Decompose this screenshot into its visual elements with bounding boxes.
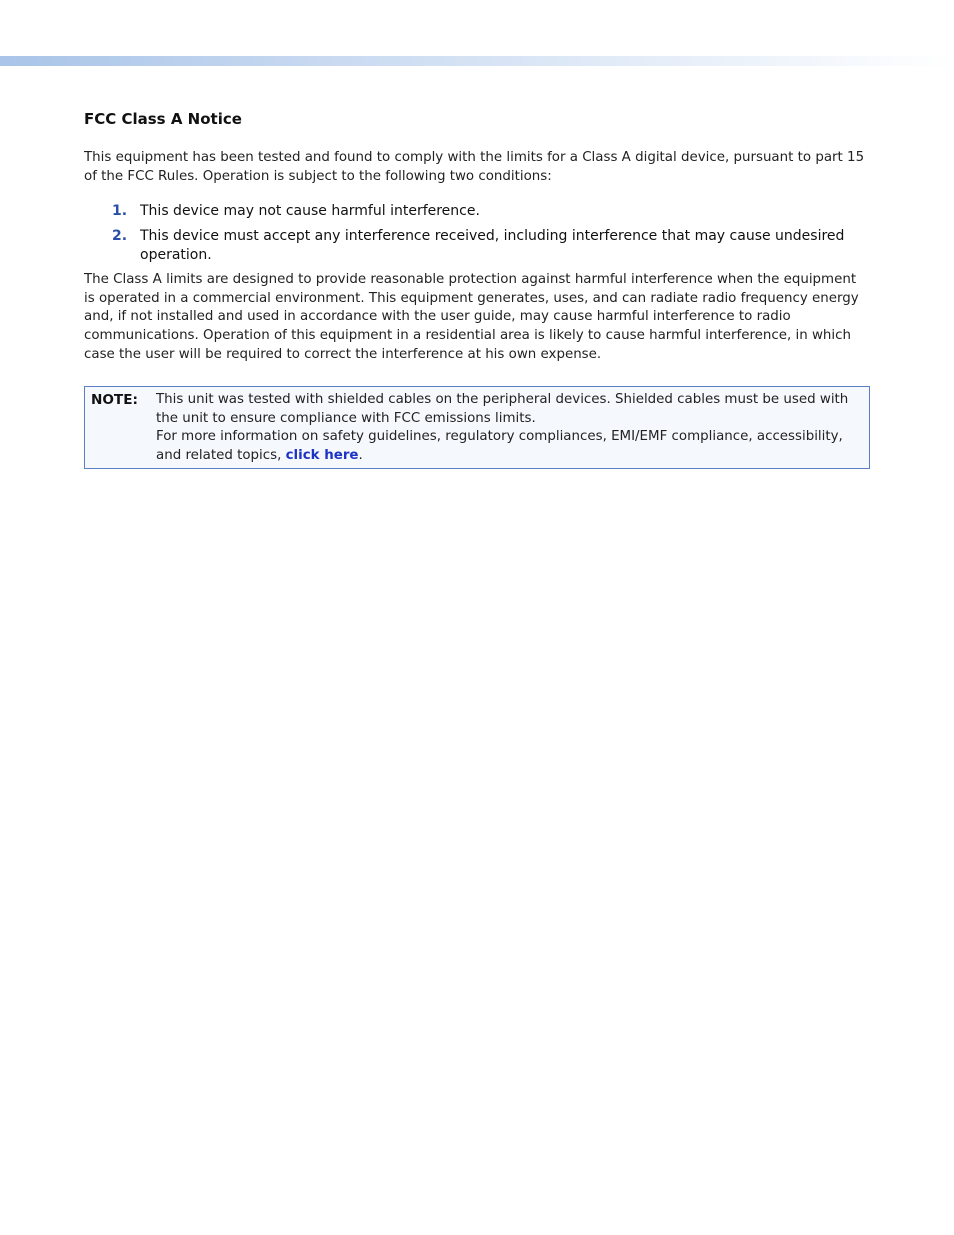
note-box — [84, 386, 870, 468]
note-info-suffix: . — [358, 447, 363, 463]
document-content — [84, 108, 870, 469]
note-text-info — [156, 428, 861, 465]
note-label: NOTE: — [91, 392, 138, 409]
note-text-cables: This unit was tested with shielded cables on the peripheral devices. Shielded cables must be used with the unit to ensure compliance with FCC emissions limits. — [156, 392, 849, 426]
click-here-link[interactable]: click here — [285, 447, 359, 463]
list-item — [84, 227, 870, 265]
note-body — [156, 391, 861, 465]
list-item — [84, 202, 870, 221]
intro-paragraph: This equipment has been tested and found to comply with the limits for a Class A digital device, pursuant to part 15 of the FCC Rules. Operation is subject to the following two conditions: — [84, 150, 865, 184]
conditions-list — [84, 202, 870, 265]
limits-paragraph: The Class A limits are designed to provide reasonable protection against harmful interference when the equipment is operated in a commercial environment. This equipment generates, uses, and can radiate radio frequency energy and, if not installed and used in accordance with the user guide, may cause harmful interference to radio communications. Operation of this equipment in a residential area is likely to cause harmful interference, in which case the user will be required to correct the interference at his own expense. — [84, 272, 859, 362]
list-number: 1. — [112, 203, 128, 220]
list-number: 2. — [112, 228, 128, 245]
section-heading: FCC Class A Notice — [84, 110, 242, 128]
header-gradient-bar — [0, 56, 954, 66]
list-item-text: This device must accept any interference received, including interference that may cause undesired operation. — [140, 228, 845, 264]
note-info-prefix: For more information on safety guidelines, regulatory compliances, EMI/EMF compliance, accessibility, and related topics, — [156, 429, 843, 463]
list-item-text: This device may not cause harmful interference. — [140, 203, 480, 220]
